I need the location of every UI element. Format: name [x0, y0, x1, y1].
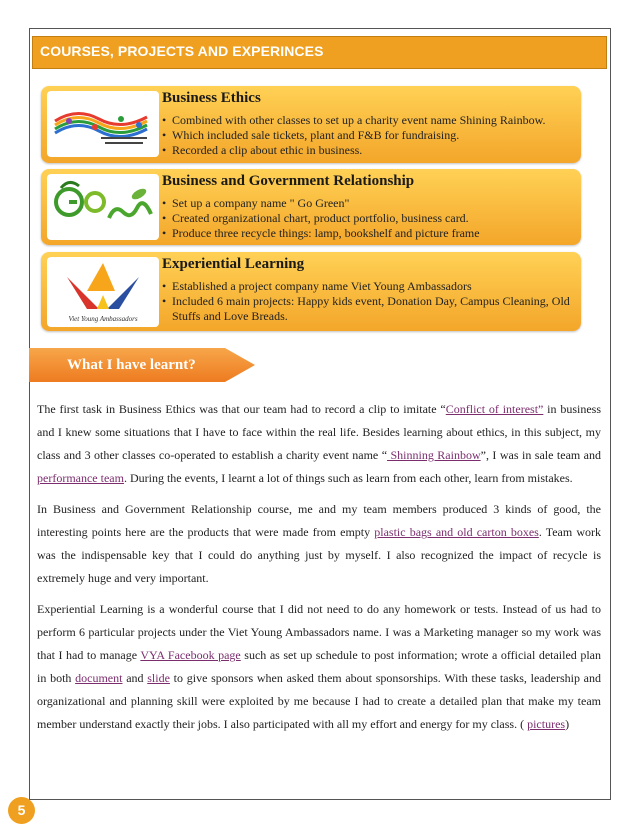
paragraph-text: in business and I knew some situations that I have to face within the real life. Besides learning about ethics, in this subject, my class and 3 other classes co-operated to establish a charity event name “ — [37, 402, 601, 462]
course-title: Business Ethics — [162, 90, 261, 106]
bullet-item: • Combined with other classes to set up a charity event name Shining Rainbow. — [162, 113, 545, 128]
shinning-rainbow-link[interactable]: Shinning Rainbow — [387, 448, 481, 462]
paragraph-text: . During the events, I learnt a lot of things such as learn from each other, learn from mistakes. — [123, 471, 573, 485]
go-green-logo — [47, 174, 159, 240]
document-link[interactable]: document — [75, 671, 123, 685]
course-bullets — [162, 196, 480, 241]
bullet-item: • Produce three recycle things: lamp, bookshelf and picture frame — [162, 226, 480, 241]
section-title: COURSES, PROJECTS AND EXPERINCES — [40, 43, 324, 59]
learnt-heading: What I have learnt? — [67, 357, 196, 373]
paragraph-text: ”, I was in sale team and — [480, 448, 602, 462]
logo-caption: Viet Young Ambassadors — [68, 315, 138, 323]
bullet-item: • Included 6 main projects: Happy kids event, Donation Day, Campus Cleaning, Old Stuffs and Love Breads. — [162, 294, 572, 324]
vya-facebook-page-link[interactable]: VYA Facebook page — [140, 648, 241, 662]
conflict-of-interest-link[interactable]: Conflict of interest” — [445, 402, 544, 416]
paragraph-text: ) — [565, 717, 570, 731]
bullet-item: • Established a project company name Viet Young Ambassadors — [162, 279, 572, 294]
course-card-experiential-learning — [41, 252, 581, 331]
paragraph-text: In Business and Government Relationship course, me and my team members produced 3 kinds of good, the interesting points here are the products that were made from empty — [37, 502, 601, 539]
pictures-link[interactable]: pictures — [527, 717, 566, 731]
bullet-item: • Set up a company name " Go Green" — [162, 196, 480, 211]
shining-rainbow-logo — [47, 91, 159, 157]
paragraph-text: The first task in Business Ethics was that our team had to record a clip to imitate “ — [37, 402, 446, 416]
course-bullets — [162, 113, 545, 158]
paragraph-text: . Team work was the indispensable key that I could do anything just by myself. I also recognized the impact of recycle is extremely huge and very important. — [37, 525, 601, 585]
slide-link[interactable]: slide — [147, 671, 170, 685]
paragraph-text: and — [122, 671, 148, 685]
paragraph-text: Experiential Learning is a wonderful course that I did not need to do any homework or tests. Instead of us had to perform 6 particular projects under the Viet Young Ambassadors name. I was a Marketing manager so my work was that I had to manage — [37, 602, 601, 662]
paragraph-text: to give sponsors when asked them about sponsorships. With these tasks, leadership and organizational and planning skill were exploited by me because I had to create a detailed plan that make my team member understand exactly their jobs. I also participated with all my effort and energy for my class. ( — [37, 671, 602, 731]
course-bullets — [162, 279, 572, 324]
course-title: Experiential Learning — [162, 256, 305, 272]
paragraph-business-government — [37, 498, 601, 590]
course-card-business-ethics — [41, 86, 581, 163]
viet-young-ambassadors-logo — [47, 257, 159, 327]
page-number: 5 — [8, 797, 35, 824]
section-banner — [32, 36, 607, 69]
paragraph-business-ethics — [37, 398, 601, 490]
paragraph-experiential-learning — [37, 598, 601, 736]
plastic-bags-link[interactable]: plastic bags and old carton boxes — [374, 525, 539, 539]
bullet-item: • Recorded a clip about ethic in business. — [162, 143, 545, 158]
course-title: Business and Government Relationship — [162, 173, 415, 189]
bullet-item: • Created organizational chart, product portfolio, business card. — [162, 211, 480, 226]
performance-team-link[interactable]: performance team — [37, 471, 124, 485]
learnt-body — [37, 398, 601, 744]
course-card-business-government — [41, 169, 581, 245]
paragraph-text: such as set up schedule to post information; wrote a official detailed plan in both — [37, 648, 601, 685]
bullet-item: • Which included sale tickets, plant and F&B for fundraising. — [162, 128, 545, 143]
